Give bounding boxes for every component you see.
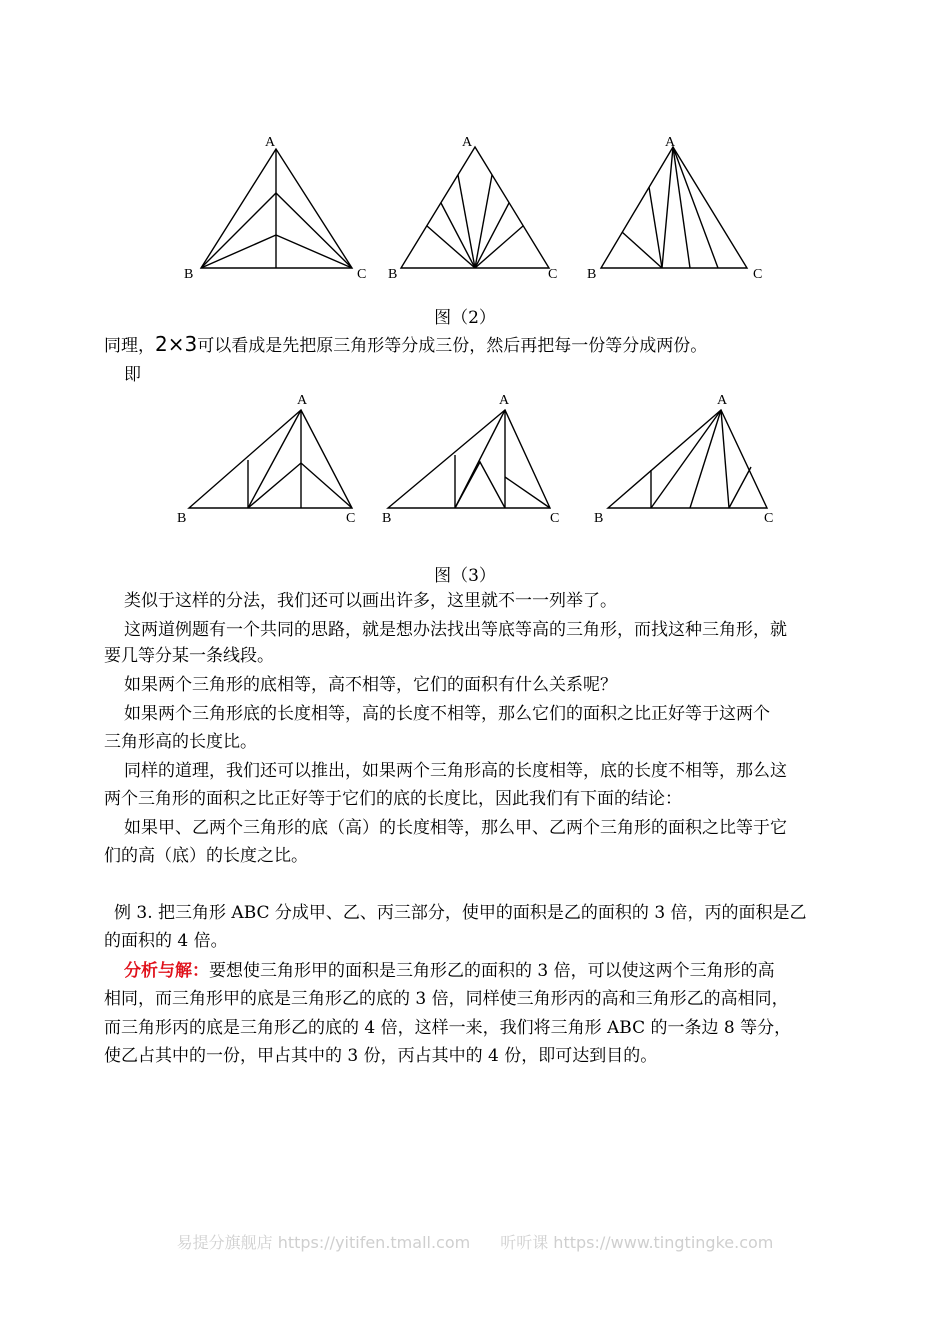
fig2-label-b-2: B	[388, 267, 398, 282]
analysis-line-1	[124, 960, 869, 982]
figure-2-caption: 图（2）	[434, 308, 496, 328]
same-prefix: 同理，	[104, 336, 155, 356]
fig2-label-b-3: B	[587, 267, 597, 282]
figure-2	[0, 130, 950, 290]
fig3-label-b-3: B	[594, 511, 604, 526]
fig3-triangle-3	[608, 410, 767, 508]
paragraph-5-line-1: 同样的道理，我们还可以推出，如果两个三角形高的长度相等，底的长度不相等，那么这	[124, 761, 787, 781]
paragraph-6-line-2: 们的高（底）的长度之比。	[104, 846, 308, 866]
footer-right-link[interactable]: 听听课 https://www.tingtingke.com	[500, 1233, 774, 1252]
same-suffix: 可以看成是先把原三角形等分成三份，然后再把每一份等分成两份。	[197, 336, 708, 356]
analysis-label: 分析与解：	[124, 961, 209, 981]
example-3-line-1: 例 3. 把三角形 ABC 分成甲、乙、丙三部分，使甲的面积是乙的面积的 3 倍，丙的面积是乙	[114, 903, 807, 923]
fig2-triangle-2	[401, 147, 549, 268]
paragraph-6-line-1: 如果甲、乙两个三角形的底（高）的长度相等，那么甲、乙两个三角形的面积之比等于它	[124, 818, 787, 838]
paragraph-4-line-1: 如果两个三角形底的长度相等，高的长度不相等，那么它们的面积之比正好等于这两个	[124, 704, 770, 724]
paragraph-same	[104, 333, 849, 357]
fig2-label-a-3: A	[665, 135, 676, 150]
fig3-triangle-1	[189, 410, 352, 508]
fig2-label-c-3: C	[753, 267, 763, 282]
example-3-line-2: 的面积的 4 倍。	[104, 931, 228, 951]
fig2-label-c-1: C	[357, 267, 367, 282]
fig3-label-b-1: B	[177, 511, 187, 526]
analysis-line-3: 而三角形丙的底是三角形乙的底的 4 倍，这样一来，我们将三角形 ABC 的一条边 8 等分，	[104, 1018, 792, 1038]
footer-left-link[interactable]: 易提分旗舰店 https://yitifen.tmall.com	[176, 1233, 471, 1252]
fig2-triangle-3	[601, 147, 747, 268]
paragraph-2-line-2: 要几等分某一条线段。	[104, 646, 274, 666]
fig2-label-c-2: C	[548, 267, 558, 282]
fig3-label-a-1: A	[297, 393, 308, 408]
fig3-label-c-1: C	[346, 511, 356, 526]
analysis-line-4: 使乙占其中的一份，甲占其中的 3 份，丙占其中的 4 份，即可达到目的。	[104, 1046, 658, 1066]
footer-watermark	[0, 1230, 950, 1253]
paragraph-3: 如果两个三角形的底相等，高不相等，它们的面积有什么关系呢？	[124, 675, 617, 695]
math-expression: 2×3	[155, 332, 198, 356]
fig2-label-a-1: A	[265, 135, 276, 150]
paragraph-5-line-2: 两个三角形的面积之比正好等于它们的底的长度比，因此我们有下面的结论：	[104, 789, 682, 809]
fig3-label-a-2: A	[499, 393, 510, 408]
fig3-triangle-2	[388, 410, 550, 508]
fig3-label-b-2: B	[382, 511, 392, 526]
fig3-label-a-3: A	[717, 393, 728, 408]
paragraph-ji: 即	[124, 365, 141, 385]
fig3-label-c-3: C	[764, 511, 774, 526]
paragraph-2-line-1: 这两道例题有一个共同的思路，就是想办法找出等底等高的三角形，而找这种三角形，就	[124, 620, 787, 640]
analysis-text-1: 要想使三角形甲的面积是三角形乙的面积的 3 倍，可以使这两个三角形的高	[209, 961, 775, 981]
figure-3	[0, 388, 950, 528]
fig2-label-a-2: A	[462, 135, 473, 150]
figure-3-caption: 图（3）	[434, 566, 496, 586]
paragraph-4-line-2: 三角形高的长度比。	[104, 732, 257, 752]
fig2-label-b-1: B	[184, 267, 194, 282]
paragraph-1: 类似于这样的分法，我们还可以画出许多，这里就不一一列举了。	[124, 591, 617, 611]
analysis-line-2: 相同，而三角形甲的底是三角形乙的底的 3 倍，同样使三角形丙的高和三角形乙的高相同，	[104, 989, 789, 1009]
fig3-label-c-2: C	[550, 511, 560, 526]
